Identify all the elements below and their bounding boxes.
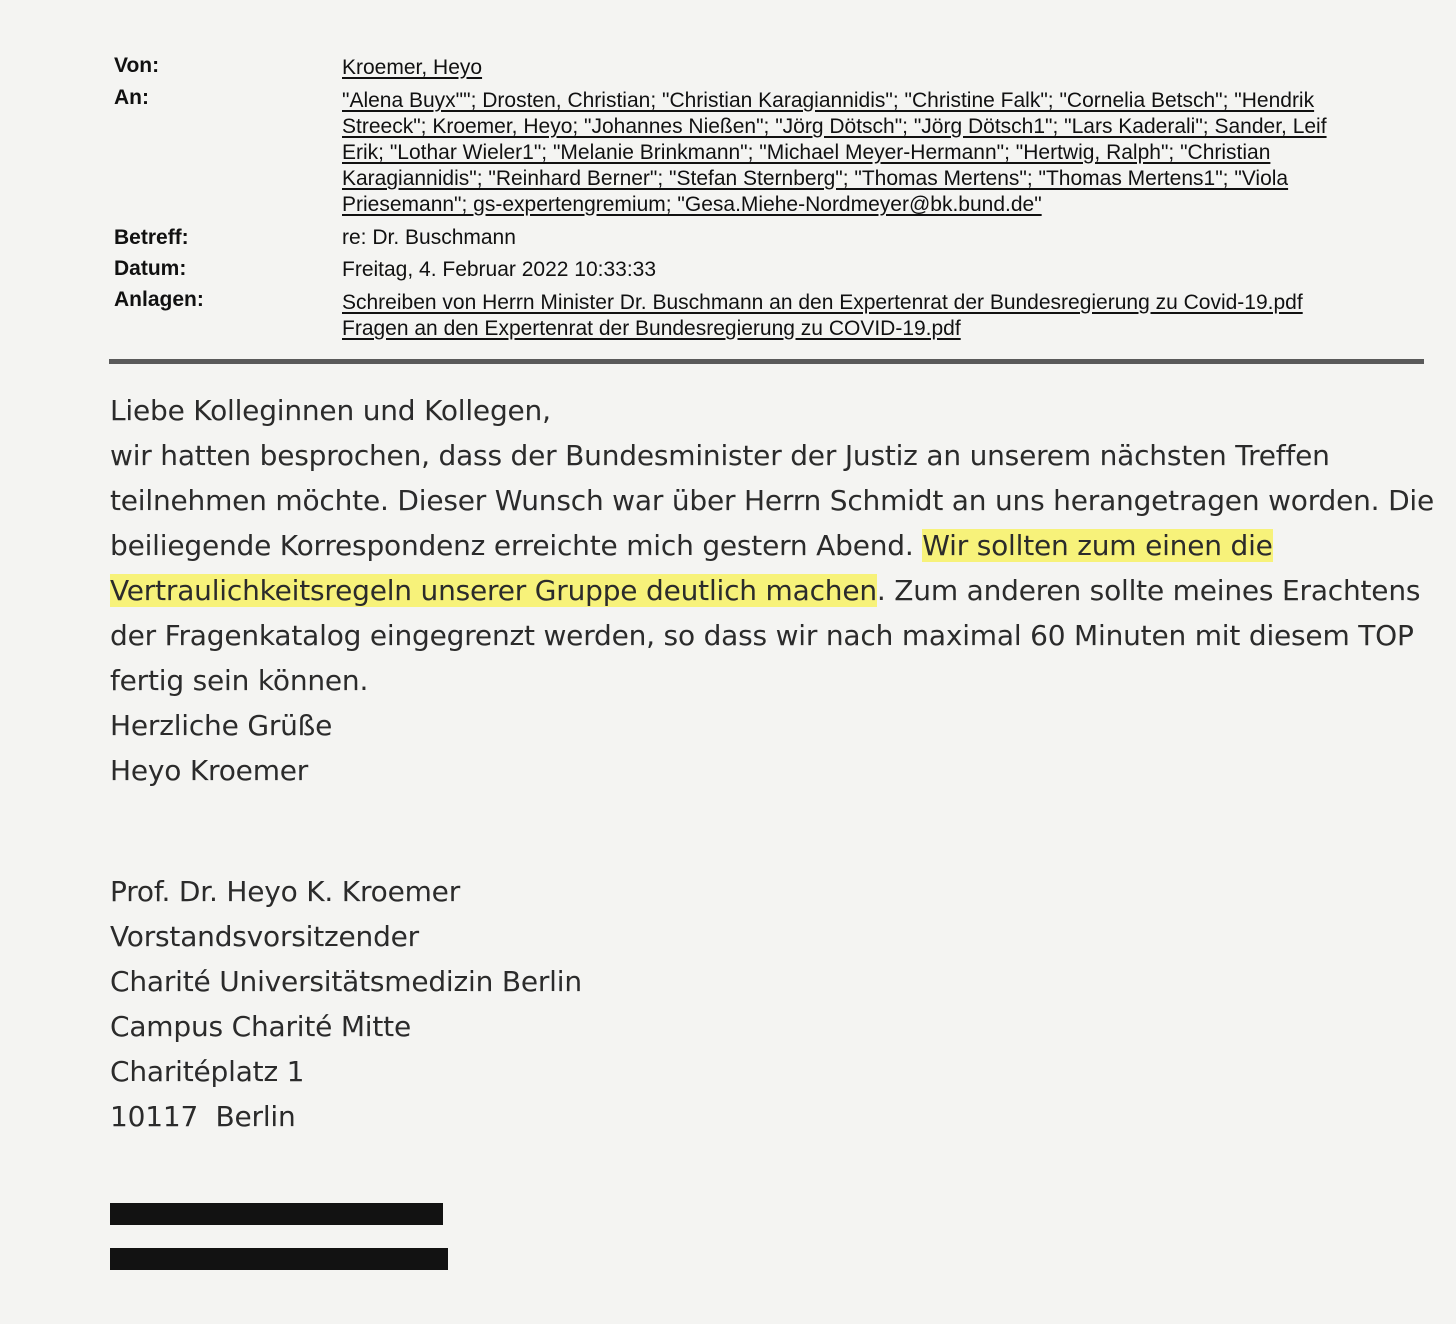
body-line: fertig sein können.	[110, 664, 369, 697]
body-line	[110, 523, 1410, 568]
to-label: An:	[114, 86, 149, 109]
subject-label: Betreff:	[114, 226, 189, 249]
highlighted-text: Wir sollten zum einen die	[922, 529, 1273, 562]
body-line: teilnehmen möchte. Dieser Wunsch war über Herrn Schmidt an uns herangetragen worden. Die	[110, 484, 1435, 517]
highlighted-text: Vertraulichkeitsregeln unserer Gruppe deutlich machen	[110, 574, 877, 607]
from-value: Kroemer, Heyo	[342, 56, 483, 79]
body-text: . Zum anderen sollte meines Erachtens	[876, 574, 1421, 607]
to-line: "Alena Buyx""; Drosten, Christian; "Christian Karagiannidis"; "Christine Falk"; "Cornelia Betsch"; "Hendrik	[342, 89, 1315, 112]
closing: Herzliche Grüße	[110, 709, 333, 742]
to-recipients	[342, 88, 1402, 218]
to-line: Karagiannidis"; "Reinhard Berner"; "Stefan Sternberg"; "Thomas Mertens"; "Thomas Mertens1"; "Viola	[342, 167, 1289, 190]
sender-name: Heyo Kroemer	[110, 754, 309, 787]
attachment-link[interactable]: Schreiben von Herrn Minister Dr. Buschmann an den Expertenrat der Bundesregierung zu Covid-19.pdf	[342, 291, 1303, 314]
body-text: beiliegende Korrespondenz erreichte mich gestern Abend.	[110, 529, 923, 562]
header-divider	[109, 359, 1424, 364]
date-label: Datum:	[114, 257, 187, 280]
attachment-link[interactable]: Fragen an den Expertenrat der Bundesregierung zu COVID-19.pdf	[342, 317, 961, 340]
to-line: Erik; "Lothar Wieler1"; "Melanie Brinkmann"; "Michael Meyer-Hermann"; "Hertwig, Ralph"; "Christian	[342, 141, 1271, 164]
redaction-bar	[110, 1248, 448, 1270]
signature-line: Prof. Dr. Heyo K. Kroemer	[110, 875, 461, 908]
body-line: wir hatten besprochen, dass der Bundesminister der Justiz an unserem nächsten Treffen	[110, 439, 1330, 472]
redaction-bar	[110, 1203, 443, 1225]
subject-value: re: Dr. Buschmann	[342, 226, 516, 249]
date-value: Freitag, 4. Februar 2022 10:33:33	[342, 258, 657, 281]
signature-line: Campus Charité Mitte	[110, 1010, 411, 1043]
greeting: Liebe Kolleginnen und Kollegen,	[110, 394, 551, 427]
signature-line: 10117 Berlin	[110, 1100, 296, 1133]
attachments-list	[342, 290, 1402, 342]
to-line: Streeck"; Kroemer, Heyo; "Johannes Nießen"; "Jörg Dötsch"; "Jörg Dötsch1"; "Lars Kaderali"; Sander, Leif	[342, 115, 1327, 138]
to-line: Priesemann"; gs-expertengremium; "Gesa.Miehe-Nordmeyer@bk.bund.de"	[342, 193, 1042, 216]
from-label: Von:	[114, 54, 160, 77]
signature-line: Charitéplatz 1	[110, 1055, 305, 1088]
spacer	[110, 793, 1410, 869]
email-body	[110, 388, 1435, 1139]
body-line: der Fragenkatalog eingegrenzt werden, so dass wir nach maximal 60 Minuten mit diesem TOP	[110, 619, 1414, 652]
signature-line: Vorstandsvorsitzender	[110, 920, 419, 953]
signature-line: Charité Universitätsmedizin Berlin	[110, 965, 582, 998]
attachments-label: Anlagen:	[114, 288, 204, 311]
body-line	[110, 568, 1421, 613]
